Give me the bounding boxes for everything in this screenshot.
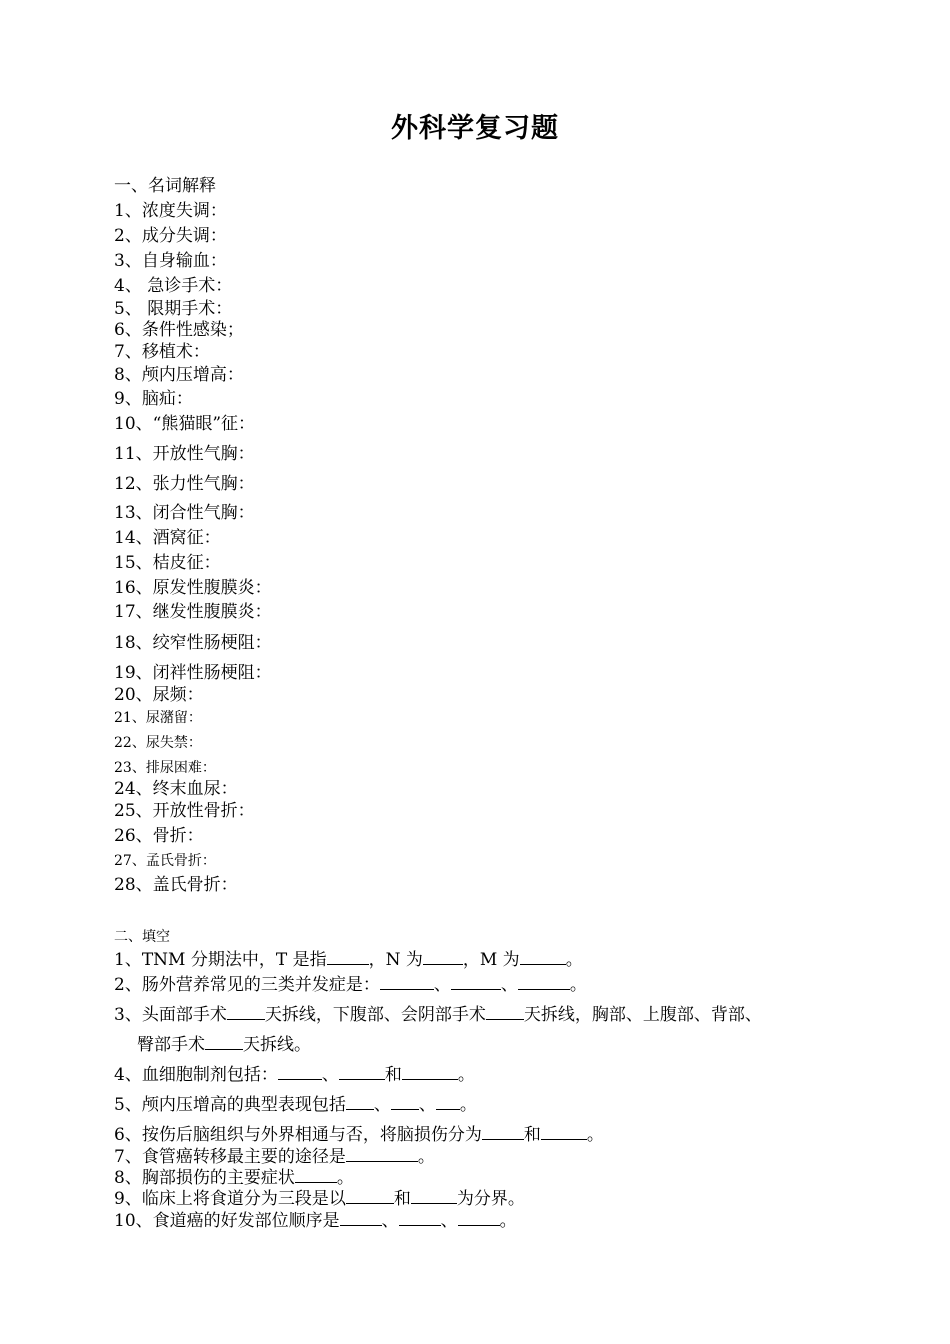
answer-blank bbox=[520, 949, 566, 965]
answer-blank bbox=[346, 1094, 374, 1110]
answer-blank bbox=[436, 1094, 460, 1110]
list-item: 5、 限期手术： bbox=[114, 299, 233, 319]
section-heading: 一、名词解释 bbox=[114, 176, 216, 196]
list-item: 7、移植术： bbox=[114, 342, 210, 362]
answer-blank bbox=[541, 1124, 587, 1140]
answer-blank bbox=[482, 1124, 524, 1140]
list-item: 18、绞窄性肠梗阻： bbox=[114, 633, 272, 653]
answer-blank bbox=[340, 1210, 382, 1226]
fill-question-2: 2、肠外营养常见的三类并发症是： 、 、 。 bbox=[114, 975, 587, 995]
fill-question-10: 10、食道癌的好发部位顺序是 、 、 。 bbox=[114, 1211, 517, 1231]
answer-blank bbox=[518, 974, 570, 990]
list-item: 15、桔皮征： bbox=[114, 553, 221, 573]
answer-blank bbox=[205, 1034, 243, 1050]
answer-blank bbox=[339, 1064, 385, 1080]
list-item: 14、酒窝征： bbox=[114, 528, 221, 548]
fill-question-4: 4、血细胞制剂包括： 、 和 。 bbox=[114, 1065, 475, 1085]
list-item: 12、张力性气胸： bbox=[114, 474, 255, 494]
list-item: 9、脑疝： bbox=[114, 389, 193, 409]
page-title: 外科学复习题 bbox=[391, 113, 559, 144]
answer-blank bbox=[346, 1188, 394, 1204]
fill-question-8: 8、胸部损伤的主要症状 。 bbox=[114, 1168, 354, 1188]
list-item: 19、闭袢性肠梗阻： bbox=[114, 663, 272, 683]
list-item: 22、尿失禁： bbox=[114, 735, 202, 751]
answer-blank bbox=[486, 1004, 524, 1020]
answer-blank bbox=[411, 1188, 457, 1204]
list-item: 24、终末血尿： bbox=[114, 779, 238, 799]
answer-blank bbox=[423, 949, 463, 965]
list-item: 6、条件性感染； bbox=[114, 320, 244, 340]
fill-question-7: 7、食管癌转移最主要的途径是 。 bbox=[114, 1147, 435, 1167]
list-item: 25、开放性骨折： bbox=[114, 801, 255, 821]
list-item: 13、闭合性气胸： bbox=[114, 503, 255, 523]
fill-question-6: 6、按伤后脑组织与外界相通与否，将脑损伤分为 和 。 bbox=[114, 1125, 604, 1145]
list-item: 1、浓度失调： bbox=[114, 201, 227, 221]
list-item: 11、开放性气胸： bbox=[114, 444, 255, 464]
fill-question-3: 3、头面部手术 天拆线，下腹部、会阴部手术 天拆线，胸部、上腹部、背部、 bbox=[114, 1005, 762, 1025]
list-item: 21、尿潴留： bbox=[114, 710, 202, 726]
answer-blank bbox=[399, 1210, 441, 1226]
answer-blank bbox=[346, 1146, 418, 1162]
list-item: 4、 急诊手术： bbox=[114, 276, 233, 296]
answer-blank bbox=[402, 1064, 458, 1080]
list-item: 3、自身输血： bbox=[114, 251, 227, 271]
fill-question-1: 1、TNM 分期法中，T 是指 ，N 为 ，M 为 。 bbox=[114, 950, 583, 970]
fill-question-9: 9、临床上将食道分为三段是以 和 为分界。 bbox=[114, 1189, 525, 1209]
list-item: 23、排尿困难： bbox=[114, 760, 216, 776]
list-item: 20、尿频： bbox=[114, 685, 204, 705]
list-item: 26、骨折： bbox=[114, 826, 204, 846]
list-item: 10、“熊猫眼”征： bbox=[114, 414, 256, 434]
answer-blank bbox=[391, 1094, 419, 1110]
answer-blank bbox=[327, 949, 369, 965]
answer-blank bbox=[295, 1167, 337, 1183]
list-item: 16、原发性腹膜炎： bbox=[114, 578, 272, 598]
answer-blank bbox=[227, 1004, 265, 1020]
answer-blank bbox=[458, 1210, 500, 1226]
fill-question-5: 5、颅内压增高的典型表现包括 、 、 。 bbox=[114, 1095, 477, 1115]
list-item: 17、继发性腹膜炎： bbox=[114, 602, 272, 622]
answer-blank bbox=[278, 1064, 322, 1080]
section-heading: 二、填空 bbox=[114, 929, 170, 945]
fill-question-3-continued: 臀部手术 天拆线。 bbox=[137, 1035, 311, 1055]
list-item: 8、颅内压增高： bbox=[114, 365, 244, 385]
list-item: 28、盖氏骨折： bbox=[114, 875, 238, 895]
answer-blank bbox=[451, 974, 501, 990]
list-item: 27、孟氏骨折： bbox=[114, 853, 216, 869]
answer-blank bbox=[380, 974, 434, 990]
list-item: 2、成分失调： bbox=[114, 226, 227, 246]
